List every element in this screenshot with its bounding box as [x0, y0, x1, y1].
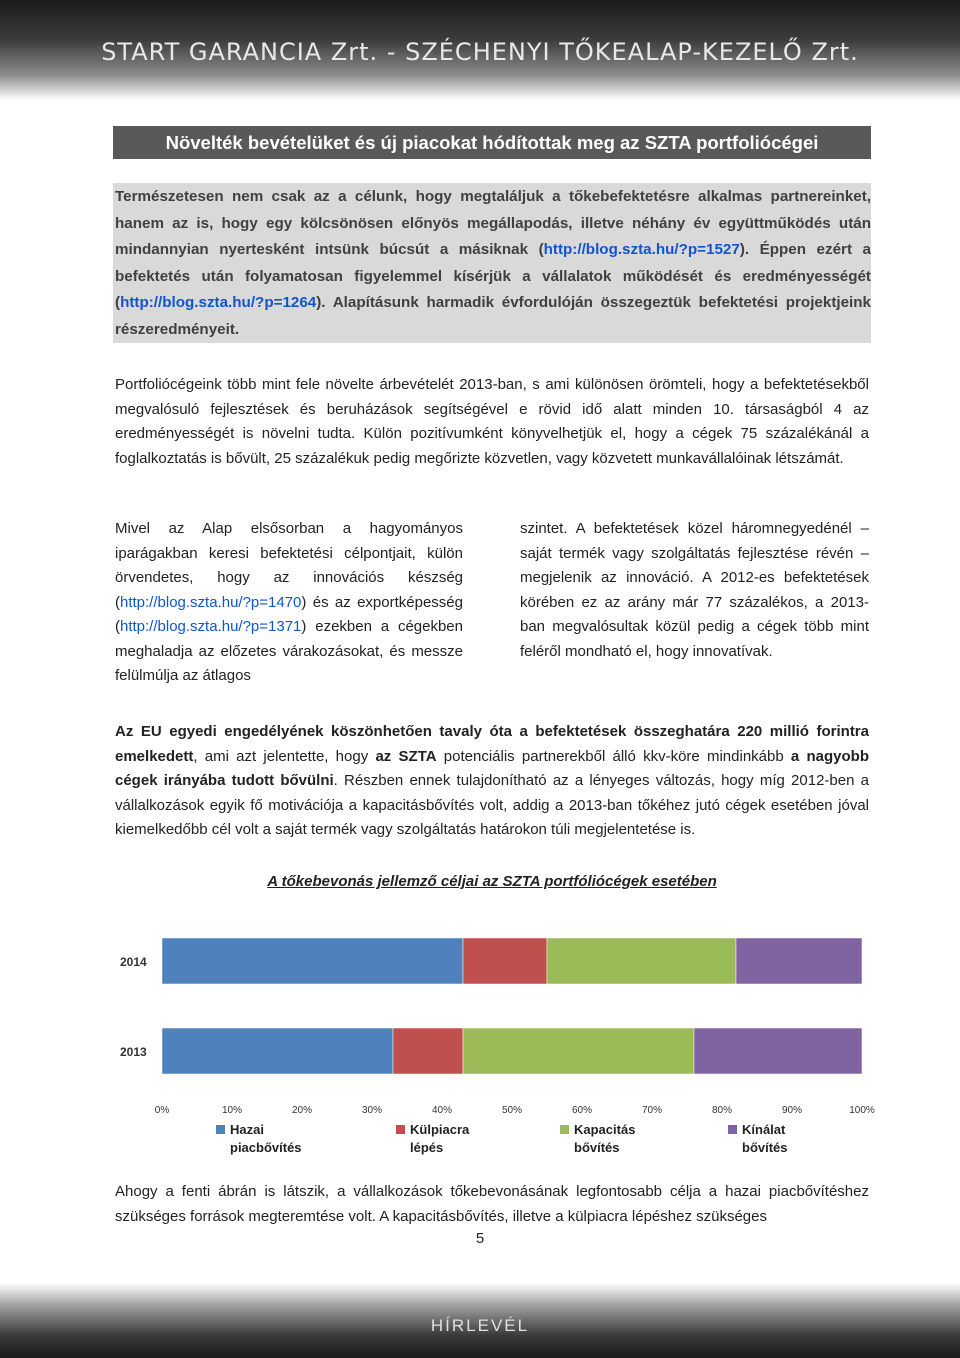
- bar-2013-0: [162, 1028, 393, 1074]
- x-tick-label: 100%: [849, 1105, 875, 1116]
- x-tick-label: 30%: [361, 1105, 383, 1116]
- intro-text-1: Természetesen nem csak az a célunk, hogy megtaláljuk a tőkebefektetésre alkalmas partnereinket, hanem az is, hogy egy kölcsönösen előnyös megállapodás, illetve néhány év együttműködés után mindannyian nyertesként intsünk búcsút a másiknak (: [115, 188, 871, 258]
- page-number: 5: [475, 1230, 485, 1247]
- p3-text-2: potenciális partnerekből álló kkv-köre mindinkább: [436, 747, 791, 765]
- paragraph-eu-limit: [115, 720, 869, 843]
- legend-swatch-0: [216, 1125, 225, 1134]
- p3-bold-1: Az EU egyedi engedélyének köszönhetően tavaly óta a befektetések összeghatára 220 millió forintra emelkedett: [115, 723, 869, 765]
- legend-swatch-1: [396, 1125, 405, 1134]
- page-header: [0, 0, 960, 100]
- legend-label-1-line2: lépés: [410, 1140, 444, 1155]
- p3-bold-3: a nagyobb cégek irányába tudott bővülni: [115, 747, 869, 789]
- legend-label-3: Kínálat: [742, 1122, 786, 1137]
- p3-text-3: . Részben ennek tulajdonítható az a lényeges változás, hogy míg 2012-ben a vállalkozások egyik fő motivációja a kapacitásbővítés volt, addig a 2013-ban tőkéhez jutó cégek esetében jóval kiemelkedőbb cél volt a saját termék vagy szolgáltatás határokon túli megjelentetése is.: [115, 772, 869, 838]
- paragraph-portfolio: Portfoliócégeink több mint fele növelte árbevételét 2013-ban, s ami különösen örömteli, hogy a befektetésekből megvalósuló fejlesztések és beruházások segítségével e rövid idő alatt minden 10. társaságból 4 az eredményességét is növelni tudta. Külön pozitívumként könyvelhetjük el, hogy a cégek 75 százalékánál a foglalkoztatás is bővült, 25 százalékuk pedig megőrizte közvetlen, vagy közvetett munkavállalóinak létszámát.: [115, 376, 869, 467]
- x-tick-label: 70%: [641, 1105, 663, 1116]
- x-tick-label: 0%: [154, 1105, 170, 1116]
- legend-swatch-3: [728, 1125, 737, 1134]
- paragraph-conclusion: Ahogy a fenti ábrán is látszik, a vállalkozások tőkebevonásának legfontosabb célja a hazai piacbővítéshez szükséges források megteremtése volt. A kapacitásbővítés, illetve a külpiacra lépéshez szükséges: [115, 1183, 869, 1225]
- p3-bold-2: az SZTA: [375, 747, 437, 765]
- chart-title: A tőkebevonás jellemző céljai az SZTA portfóliócégek esetében: [267, 873, 717, 890]
- bar-2014-2: [547, 938, 736, 984]
- intro-link-1264[interactable]: http://blog.szta.hu/?p=1264: [120, 294, 317, 311]
- footer-title: HÍRLEVÉL: [430, 1316, 530, 1335]
- x-tick-label: 20%: [291, 1105, 313, 1116]
- stacked-bar-chart: [100, 920, 880, 1170]
- header-title: START GARANCIA Zrt. - SZÉCHENYI TŐKEALAP-KEZELŐ Zrt.: [101, 38, 859, 66]
- intro-link-1527[interactable]: http://blog.szta.hu/?p=1527: [543, 241, 740, 258]
- x-tick-label: 80%: [711, 1105, 733, 1116]
- x-tick-label: 40%: [431, 1105, 453, 1116]
- bar-2014-0: [162, 938, 463, 984]
- intro-text-2: ). Éppen ezért a befektetés után folyamatosan figyelemmel kísérjük a vállalatok működését és eredményességét (: [115, 241, 871, 311]
- bar-2014-1: [463, 938, 547, 984]
- category-label-2013: 2013: [120, 1045, 147, 1059]
- intro-text-3: ). Alapításunk harmadik évfordulóján összegeztük befektetési projektjeink részeredményeit.: [115, 294, 871, 338]
- bar-2014-3: [736, 938, 862, 984]
- bar-2013-1: [393, 1028, 463, 1074]
- paragraph-innovation-col2: szintet. A befektetések közel háromnegyedénél – saját termék vagy szolgáltatás fejlesztése révén – megjelenik az innováció. A 2012-es befektetések körében ez az arány már 77 százalékos, a 2013-ban megvalósultak közül pedig a cégek több mint feléről mondható el, hogy innovatívak.: [520, 520, 869, 660]
- bar-2013-2: [463, 1028, 694, 1074]
- category-label-2014: 2014: [120, 955, 147, 969]
- col1-text-3: ) ezekben a cégekben meghaladja az előzetes várakozásokat, és messze felülmúlja az átlagos: [115, 618, 463, 684]
- x-tick-label: 90%: [781, 1105, 803, 1116]
- col1-text-1: Mivel az Alap elsősorban a hagyományos iparágakban keresi befektetési célpontjait, külön örvendetes, hogy az innovációs készség (: [115, 520, 463, 611]
- p3-text-1: , ami azt jelentette, hogy: [193, 747, 376, 765]
- legend-label-1: Külpiacra: [410, 1122, 470, 1137]
- legend-label-0-line2: piacbővítés: [230, 1140, 302, 1155]
- legend-swatch-2: [560, 1125, 569, 1134]
- bar-2013-3: [694, 1028, 862, 1074]
- article-title-banner: Növelték bevételüket és új piacokat hódítottak meg az SZTA portfoliócégei: [113, 126, 871, 159]
- x-tick-label: 10%: [221, 1105, 243, 1116]
- col1-text-2: ) és az exportképesség (: [115, 593, 463, 635]
- intro-box: [113, 183, 871, 343]
- legend-label-2: Kapacitás: [574, 1122, 636, 1137]
- legend-label-0: Hazai: [230, 1122, 264, 1137]
- x-tick-label: 50%: [501, 1105, 523, 1116]
- legend-label-2-line2: bővítés: [574, 1140, 620, 1155]
- legend-label-3-line2: bővítés: [742, 1140, 788, 1155]
- paragraph-innovation-col1: [115, 517, 463, 689]
- x-tick-label: 60%: [571, 1105, 593, 1116]
- link-1470[interactable]: http://blog.szta.hu/?p=1470: [120, 593, 302, 611]
- page-footer: [0, 1283, 960, 1358]
- link-1371[interactable]: http://blog.szta.hu/?p=1371: [120, 618, 302, 635]
